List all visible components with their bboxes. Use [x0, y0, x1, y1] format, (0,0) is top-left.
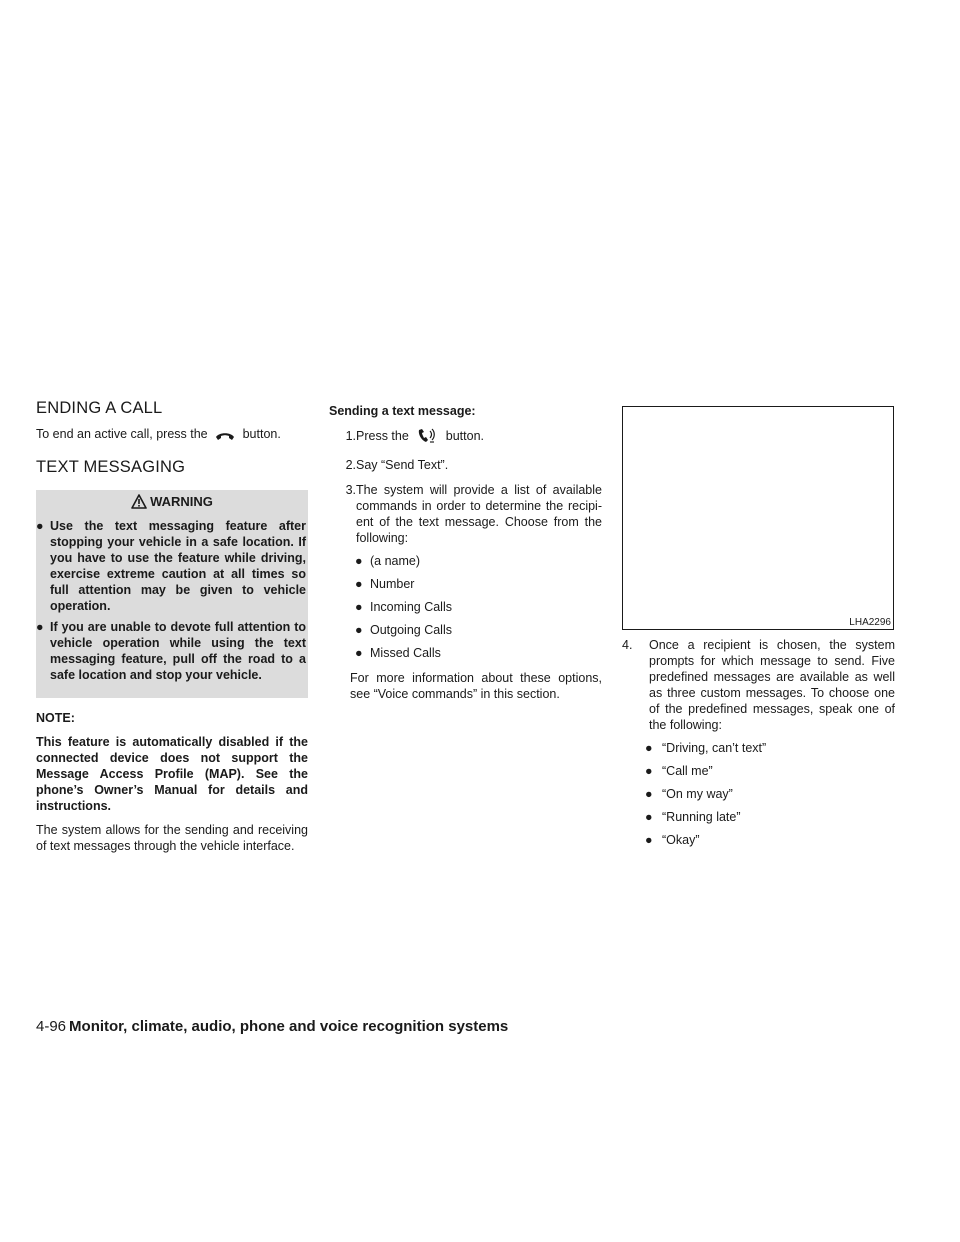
page-number: 4-96	[36, 1018, 67, 1035]
message-text: “Running late”	[662, 810, 741, 824]
step-text: The system will provide a list of available commands in order to determine the recipi- ent of the text message. Choose from the following:	[356, 483, 602, 545]
option-item	[329, 599, 602, 615]
option-text: Missed Calls	[370, 646, 441, 660]
note-body: This feature is automatically disabled if the connected device does not support the Message Access Profile (MAP). See the phone’s Owner’s Manual for details and instructions.	[36, 735, 308, 813]
warning-item-text: Use the text messaging feature after stopping your vehicle in a safe location. If you have to use the feature while driving, exercise extreme caution at all times so full attention may be given to vehicle operation.	[50, 519, 306, 613]
column-middle	[329, 403, 602, 702]
bullet: ●	[645, 833, 653, 847]
step-text: Once a recipient is chosen, the system prompts for which message to send. Five predefined messages are available as well as three custom messages. To choose one of the predefined messages, speak one of the following:	[649, 638, 895, 732]
more-info-text: For more information about these options, see “Voice commands” in this section.	[350, 671, 602, 701]
warning-box	[36, 490, 308, 698]
step-number: 2.	[345, 458, 356, 472]
ending-a-call-heading: ENDING A CALL	[36, 399, 163, 417]
option-item	[329, 622, 602, 638]
chapter-title: Monitor, climate, audio, phone and voice recognition systems	[69, 1018, 509, 1035]
option-item	[329, 645, 602, 661]
bullet: ●	[355, 554, 363, 568]
bullet: ●	[355, 646, 363, 660]
message-item	[622, 809, 895, 825]
bullet: ●	[355, 623, 363, 637]
column-right	[622, 637, 895, 848]
message-text: “Okay”	[662, 833, 700, 847]
bullet: ●	[645, 764, 653, 778]
option-item	[329, 553, 602, 569]
ending-text-before: To end an active call, press the	[36, 427, 208, 441]
phone-voice-icon	[416, 428, 438, 448]
option-text: Incoming Calls	[370, 600, 452, 614]
warning-item-text: If you are unable to devote full attention to vehicle operation while using the text messaging feature, pull off the road to a safe location and stop your vehicle.	[50, 620, 306, 682]
column-left	[36, 398, 308, 854]
message-text: “On my way”	[662, 787, 733, 801]
warning-item	[36, 518, 308, 614]
bullet: ●	[645, 787, 653, 801]
option-item	[329, 576, 602, 592]
bullet: ●	[36, 620, 44, 634]
option-text: Number	[370, 577, 415, 591]
step-number: 1.	[345, 429, 356, 443]
bullet: ●	[645, 741, 653, 755]
warning-label: WARNING	[150, 494, 213, 509]
warning-item	[36, 619, 308, 683]
ending-text-after: button.	[242, 427, 281, 441]
step-number: 3.	[345, 483, 356, 497]
step-2	[329, 457, 602, 473]
step-text: Say “Send Text”.	[356, 458, 449, 472]
message-item	[622, 763, 895, 779]
step1-after: button.	[445, 429, 485, 443]
message-item	[622, 832, 895, 848]
page-footer	[36, 1018, 508, 1035]
step-number: 4.	[622, 638, 633, 652]
step-1	[329, 428, 602, 448]
step-text	[356, 428, 602, 448]
message-text: “Call me”	[662, 764, 713, 778]
option-text: Outgoing Calls	[370, 623, 452, 637]
figure-id: LHA2296	[849, 617, 891, 628]
message-item	[622, 786, 895, 802]
phone-hangup-icon	[215, 430, 235, 446]
warning-title	[36, 494, 308, 510]
step-3	[329, 482, 602, 546]
message-item	[622, 740, 895, 756]
bullet: ●	[36, 519, 44, 533]
message-text: “Driving, can’t text”	[662, 741, 767, 755]
bullet: ●	[355, 577, 363, 591]
text-messaging-heading: TEXT MESSAGING	[36, 458, 186, 476]
bullet: ●	[355, 600, 363, 614]
option-text: (a name)	[370, 554, 421, 568]
note-heading: NOTE:	[36, 711, 75, 725]
system-description: The system allows for the sending and receiving of text messages through the vehicle interface.	[36, 823, 308, 853]
ending-call-text	[36, 426, 308, 446]
sending-text-heading: Sending a text message:	[329, 404, 476, 418]
step1-before: Press the	[356, 429, 409, 443]
step-4	[622, 637, 895, 733]
bullet: ●	[645, 810, 653, 824]
warning-triangle-icon	[131, 494, 150, 509]
figure-placeholder	[622, 406, 894, 630]
